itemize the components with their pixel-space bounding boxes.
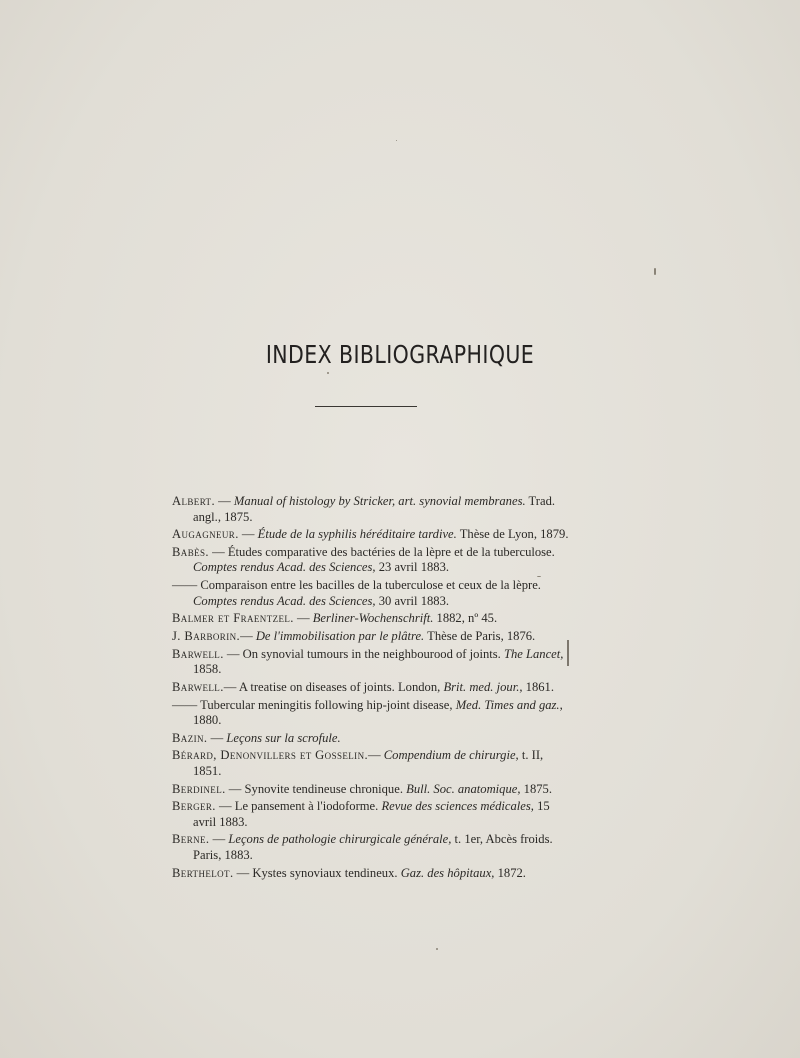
entry-separator: —	[209, 832, 229, 847]
entry-work-title: Leçons sur la scrofule.	[226, 730, 341, 745]
entry-details: A treatise on diseases of joints. London,	[238, 679, 444, 694]
entry-work-title: Leçons de pathologie chirurgicale générale,	[228, 832, 452, 847]
entry-author: Bazin.	[172, 730, 208, 745]
entry-journal: Brit. med. jour.,	[443, 679, 523, 694]
entry-separator: —	[368, 748, 384, 763]
entry-author: Bérard, Denonvillers et Gosselin.	[172, 748, 369, 763]
entry-date: 1858.	[193, 662, 222, 677]
entry-work-title: Étude de la syphilis héréditaire tardive.	[257, 527, 457, 542]
entry-date: 1861.	[522, 679, 554, 694]
entry-details: Kystes synoviaux tendineux.	[252, 865, 401, 880]
paper-speck	[537, 576, 541, 577]
bibliography-entry	[172, 647, 570, 678]
entry-author: Berger.	[172, 799, 216, 814]
entry-separator: —	[240, 628, 256, 643]
entry-details: Trad. angl., 1875.	[193, 494, 556, 524]
entry-separator: —	[208, 544, 228, 559]
bibliography-entry	[172, 799, 570, 830]
title-divider	[315, 406, 417, 407]
entry-author: Berdinel.	[172, 781, 226, 796]
entry-separator: —	[223, 646, 243, 661]
bibliography-entry	[172, 698, 570, 729]
entry-journal: Med. Times and gaz.,	[455, 697, 563, 712]
entry-separator: —	[233, 865, 253, 880]
entry-author: Barwell.	[172, 646, 224, 661]
entry-details: t. II, 1851.	[193, 748, 544, 778]
bibliography-entry	[172, 527, 570, 543]
entry-date: 1880.	[193, 713, 222, 727]
entry-ditto-dash: ——	[172, 697, 201, 712]
entry-separator: —	[207, 730, 227, 745]
entry-separator: —	[238, 527, 258, 542]
bibliography-entry	[172, 832, 570, 863]
entry-date: 1872.	[494, 865, 526, 880]
entry-journal: The Lancet,	[503, 646, 564, 661]
entry-details: Tubercular meningitis following hip-joint disease,	[200, 697, 456, 712]
entry-author: J. Barborin.	[172, 628, 241, 643]
entry-ditto-dash: ——	[172, 578, 201, 593]
paper-speck	[327, 372, 329, 374]
entry-details: t. 1er, Abcès froids. Paris, 1883.	[193, 832, 553, 862]
paper-speck	[436, 948, 438, 950]
bibliography-entry	[172, 578, 570, 609]
entry-journal: Comptes rendus Acad. des Sciences,	[193, 593, 376, 608]
entry-details: Études comparative des bactéries de la lèpre et de la tuberculose.	[227, 544, 555, 559]
entry-separator: —	[223, 679, 239, 694]
entry-author: Albert.	[172, 494, 216, 508]
entry-date: 23 avril 1883.	[375, 560, 450, 575]
bibliography-entry	[172, 494, 570, 525]
entry-details: Thèse de Lyon, 1879.	[456, 527, 569, 542]
entry-author: Balmer et Fraentzel.	[172, 611, 294, 626]
bibliography-entry	[172, 866, 570, 882]
bibliography-entry	[172, 680, 570, 696]
bibliography-entry	[172, 629, 570, 645]
entry-work-title: De l'immobilisation par le plâtre.	[255, 628, 425, 643]
bibliography-entry	[172, 782, 570, 798]
entry-date: 1875.	[520, 781, 552, 796]
entry-separator: —	[215, 799, 235, 814]
entry-details: 1882, nº 45.	[433, 611, 498, 626]
entry-journal: Gaz. des hôpitaux,	[400, 865, 495, 880]
entry-details: Thèse de Paris, 1876.	[424, 628, 536, 643]
entry-work-title: Berliner-Wochenschrift.	[312, 611, 434, 626]
entry-details: Comparaison entre les bacilles de la tuberculose et ceux de la lèpre.	[200, 578, 541, 593]
entry-work-title: Manual of histology by Stricker, art. synovial membranes.	[233, 494, 526, 508]
entry-author: Berne.	[172, 832, 210, 847]
entry-date: 30 avril 1883.	[375, 593, 450, 608]
margin-pencil-mark	[567, 640, 569, 666]
entry-author: Augagneur.	[172, 527, 239, 542]
entry-journal: Revue des sciences médicales,	[381, 799, 534, 814]
entry-separator: —	[225, 781, 245, 796]
paper-speck	[654, 268, 656, 275]
entry-separator: —	[293, 611, 313, 626]
paper-speck	[396, 140, 397, 141]
entry-work-title: Compendium de chirurgie,	[383, 748, 519, 763]
entry-author: Barwell.	[172, 679, 224, 694]
entry-details: On synovial tumours in the neighbourood of joints.	[242, 646, 504, 661]
entry-details: Synovite tendineuse chronique.	[244, 781, 407, 796]
entry-author: Berthelot.	[172, 865, 234, 880]
bibliography-entry	[172, 748, 570, 779]
bibliography-list	[172, 494, 570, 883]
bibliography-entry	[172, 545, 570, 576]
entry-details: Le pansement à l'iodoforme.	[234, 799, 382, 814]
entry-journal: Comptes rendus Acad. des Sciences,	[193, 560, 376, 575]
bibliography-entry	[172, 611, 570, 627]
entry-author: Babès.	[172, 544, 209, 559]
entry-separator: —	[215, 494, 234, 508]
entry-date: 15 avril 1883.	[193, 799, 550, 829]
page-title: INDEX BIBLIOGRAPHIQUE	[265, 340, 535, 369]
entry-journal: Bull. Soc. anatomique,	[406, 781, 521, 796]
bibliography-entry	[172, 731, 570, 747]
